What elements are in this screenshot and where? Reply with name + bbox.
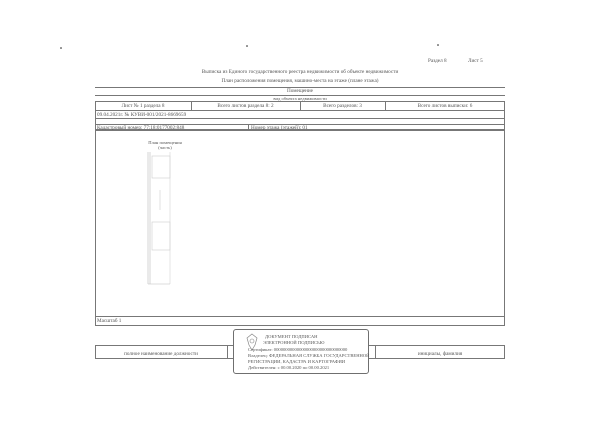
scale-label: Масштаб 1 (97, 318, 122, 324)
floor-number: Номер этажа (этажей): 01 (251, 124, 308, 131)
stamp-line-4: Владелец: ФЕДЕРАЛЬНАЯ СЛУЖБА ГОСУДАРСТВЕННОЙ (248, 353, 370, 358)
table-rule (95, 110, 505, 111)
cell-divider (227, 345, 228, 359)
stamp-line-6: Действителен: с 00.00.2020 по 00.00.2021 (248, 365, 330, 370)
position-caption: полное наименование должности (124, 351, 198, 357)
stamp-line-2: ЭЛЕКТРОННОЙ ПОДПИСЬЮ (263, 340, 325, 345)
sheet-label: Лист 5 (468, 58, 483, 64)
plan-room (152, 156, 170, 178)
section-sheets-cell: Всего листов раздела 8: 2 (217, 103, 274, 109)
object-type: Помещение (287, 88, 313, 94)
date-number: 09.04.2021г. № КУВИ-001/2021-8669659 (97, 112, 187, 118)
plan-caption: План помещения (148, 140, 182, 145)
plan-caption-part: (часть) (158, 145, 172, 150)
table-rule (95, 316, 505, 317)
sheet-number-cell: Лист № 1 раздела 8 (121, 103, 165, 109)
document-subtitle: План расположения помещения, машино-места на этаже (плане этажа) (221, 78, 379, 84)
stamp-line-5: РЕГИСТРАЦИИ, КАДАСТРА И КАРТОГРАФИИ (248, 359, 346, 364)
scan-speck (437, 44, 439, 46)
table-rule (95, 118, 505, 119)
stamp-line-3: Сертификат: 00000000000000000000000000000000 (248, 347, 348, 352)
total-sheets-cell: Всего листов выписки: 6 (417, 103, 473, 109)
cadastral-number: Кадастровый номер: 77:18:0177002:848 (97, 124, 185, 131)
scan-speck (60, 47, 62, 49)
object-type-caption: вид объекта недвижимости (273, 95, 327, 101)
floor-plan-drawing (140, 150, 190, 290)
scan-speck (246, 45, 248, 47)
document-title: Выписка из Единого государственного реестра недвижимости об объекте недвижимости (201, 69, 399, 75)
name-caption: инициалы, фамилия (417, 351, 463, 357)
stamp-line-1: ДОКУМЕНТ ПОДПИСАН (265, 334, 318, 339)
plan-room (152, 222, 170, 250)
section-label: Раздел 8 (428, 58, 447, 64)
total-sections-cell: Всего разделов: 3 (323, 103, 362, 109)
